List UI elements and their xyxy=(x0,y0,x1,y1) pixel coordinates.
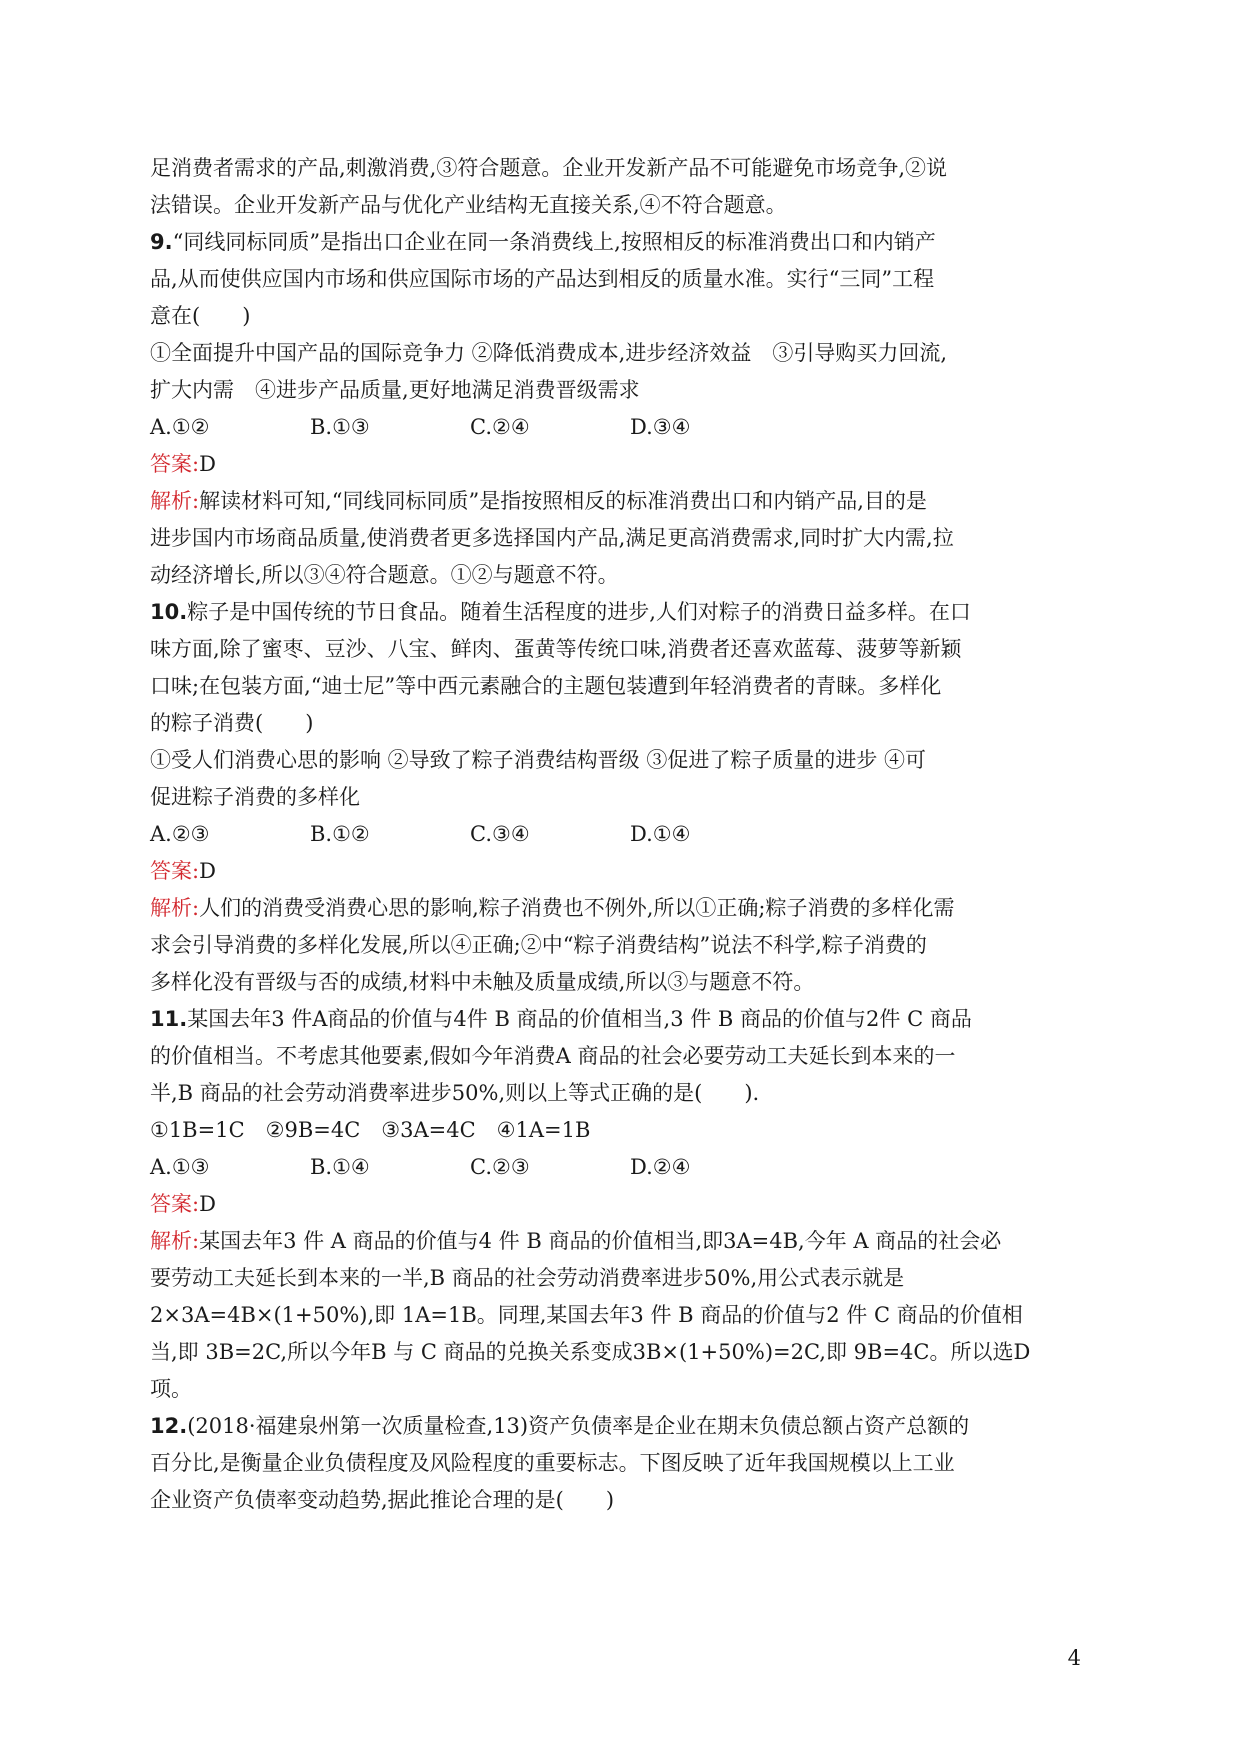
question-11-stem: 半,B 商品的社会劳动消费率进步50%,则以上等式正确的是( ). xyxy=(150,1081,760,1105)
question-12-stem: 企业资产负债率变动趋势,据此推论合理的是( ) xyxy=(150,1488,615,1512)
option-a: A.①③ xyxy=(150,1155,210,1179)
option-d: D.②④ xyxy=(630,1155,691,1179)
question-10-stem: 的粽子消费( ) xyxy=(150,711,314,735)
question-9-stem: 9.“同线同标同质”是指出口企业在同一条消费线上,按照相反的标准消费出口和内销产 xyxy=(150,230,936,254)
question-9-analysis: 解析:解读材料可知,“同线同标同质”是指按照相反的标准消费出口和内销产品,目的是 xyxy=(150,489,927,513)
option-a: A.②③ xyxy=(150,822,210,846)
question-10-answer xyxy=(150,853,1090,890)
question-10-stem: 味方面,除了蜜枣、豆沙、八宝、鲜肉、蛋黄等传统口味,消费者还喜欢蓝莓、菠萝等新颖 xyxy=(150,637,962,661)
question-12-stem: 百分比,是衡量企业负债程度及风险程度的重要标志。下图反映了近年我国规模以上工业 xyxy=(150,1451,955,1475)
question-10-analysis: 求会引导消费的多样化发展,所以④正确;②中“粽子消费结构”说法不科学,粽子消费的 xyxy=(150,933,927,957)
answer-label: 答案: xyxy=(150,452,200,476)
question-10-statement: ①受人们消费心思的影响 ②导致了粽子消费结构晋级 ③促进了粽子质量的进步 ④可 xyxy=(150,748,927,772)
answer-value: D xyxy=(199,1192,216,1216)
option-d: D.①④ xyxy=(630,822,691,846)
question-11-analysis: 项。 xyxy=(150,1377,192,1401)
question-11-options xyxy=(150,1149,1090,1186)
analysis-label: 解析: xyxy=(150,896,200,920)
option-c: C.③④ xyxy=(470,822,530,846)
question-12-stem: 12.(2018·福建泉州第一次质量检查,13)资产负债率是企业在期末负债总额占资产总额的 xyxy=(150,1414,970,1438)
question-10-analysis: 多样化没有晋级与否的成绩,材料中未触及质量成绩,所以③与题意不符。 xyxy=(150,970,815,994)
option-c: C.②③ xyxy=(470,1155,530,1179)
question-11-analysis: 2×3A=4B×(1+50%),即 1A=1B。同理,某国去年3 件 B 商品的价值与2 件 C 商品的价值相 xyxy=(150,1303,1023,1327)
question-9-stem: 品,从而使供应国内市场和供应国际市场的产品达到相反的质量水准。实行“三同”工程 xyxy=(150,267,935,291)
page-number: 4 xyxy=(1067,1646,1081,1670)
question-10-analysis: 解析:人们的消费受消费心思的影响,粽子消费也不例外,所以①正确;粽子消费的多样化需 xyxy=(150,896,955,920)
question-9-analysis: 动经济增长,所以③④符合题意。①②与题意不符。 xyxy=(150,563,619,587)
option-b: B.①② xyxy=(310,822,370,846)
option-c: C.②④ xyxy=(470,415,530,439)
question-11-analysis: 解析:某国去年3 件 A 商品的价值与4 件 B 商品的价值相当,即3A=4B,今年 A 商品的社会必 xyxy=(150,1229,1002,1253)
question-11-stem: 11.某国去年3 件A商品的价值与4件 B 商品的价值相当,3 件 B 商品的价值与2件 C 商品 xyxy=(150,1007,972,1031)
question-9-answer xyxy=(150,446,1090,483)
question-9-statement: 扩大内需 ④进步产品质量,更好地满足消费晋级需求 xyxy=(150,378,640,402)
question-9-options xyxy=(150,409,1090,446)
question-10-options xyxy=(150,816,1090,853)
question-10-stem: 10.粽子是中国传统的节日食品。随着生活程度的进步,人们对粽子的消费日益多样。在口 xyxy=(150,600,971,624)
question-9-stem: 意在( ) xyxy=(150,304,251,328)
answer-value: D xyxy=(199,859,216,883)
question-11-analysis: 当,即 3B=2C,所以今年B 与 C 商品的兑换关系变成3B×(1+50%)=2C,即 9B=4C。所以选D xyxy=(150,1340,1031,1364)
continuation-line: 足消费者需求的产品,刺激消费,③符合题意。企业开发新产品不可能避免市场竞争,②说 xyxy=(150,156,948,180)
option-a: A.①② xyxy=(150,415,210,439)
question-number: 12. xyxy=(150,1414,188,1438)
page-content xyxy=(150,150,1090,1519)
question-9-statement: ①全面提升中国产品的国际竞争力 ②降低消费成本,进步经济效益 ③引导购买力回流, xyxy=(150,341,948,365)
answer-label: 答案: xyxy=(150,859,200,883)
question-11-answer xyxy=(150,1186,1090,1223)
question-number: 10. xyxy=(150,600,188,624)
option-b: B.①④ xyxy=(310,1155,370,1179)
question-10-stem: 口味;在包装方面,“迪士尼”等中西元素融合的主题包装遭到年轻消费者的青睐。多样化 xyxy=(150,674,942,698)
answer-value: D xyxy=(199,452,216,476)
analysis-label: 解析: xyxy=(150,489,200,513)
option-d: D.③④ xyxy=(630,415,691,439)
analysis-label: 解析: xyxy=(150,1229,200,1253)
question-9-analysis: 进步国内市场商品质量,使消费者更多选择国内产品,满足更高消费需求,同时扩大内需,拉 xyxy=(150,526,954,550)
question-10-statement: 促进粽子消费的多样化 xyxy=(150,785,360,809)
question-11-stem: 的价值相当。不考虑其他要素,假如今年消费A 商品的社会必要劳动工夫延长到本来的一 xyxy=(150,1044,956,1068)
question-number: 9. xyxy=(150,230,173,254)
question-11-statement: ①1B=1C ②9B=4C ③3A=4C ④1A=1B xyxy=(150,1118,591,1142)
question-11-analysis: 要劳动工夫延长到本来的一半,B 商品的社会劳动消费率进步50%,用公式表示就是 xyxy=(150,1266,905,1290)
continuation-line: 法错误。企业开发新产品与优化产业结构无直接关系,④不符合题意。 xyxy=(150,193,787,217)
question-number: 11. xyxy=(150,1007,188,1031)
option-b: B.①③ xyxy=(310,415,370,439)
answer-label: 答案: xyxy=(150,1192,200,1216)
